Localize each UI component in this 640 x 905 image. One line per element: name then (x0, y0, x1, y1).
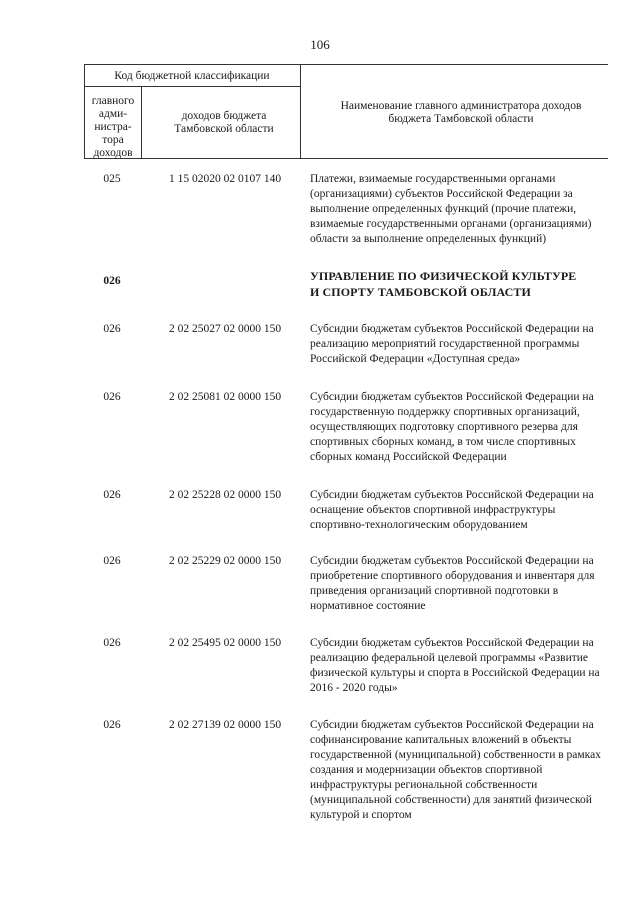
admin-name: УПРАВЛЕНИЕ ПО ФИЗИЧЕСКОЙ КУЛЬТУРЕ И СПОРТУ ТАМБОВСКОЙ ОБЛАСТИ (310, 269, 577, 299)
income-code: 2 02 25229 02 0000 150 (168, 555, 282, 567)
admin-code: 026 (103, 323, 121, 335)
admin-name: Субсидии бюджетам субъектов Российской Федерации на реализацию федеральной целевой программы «Развитие физической культуры и спорта в Российской Федерации на 2016 - 2020 годы» (310, 637, 600, 694)
admin-code: 026 (103, 391, 121, 403)
page-number: 106 (310, 37, 330, 52)
header-divider-sub (141, 86, 142, 158)
income-code: 2 02 25027 02 0000 150 (168, 323, 282, 335)
income-code: 2 02 25228 02 0000 150 (168, 489, 282, 501)
admin-name: Субсидии бюджетам субъектов Российской Федерации на софинансирование капитальных вложений в объекты государственной (муниципальной) собственности в рамках создания и модернизации объектов спортивной инфраструктуры региональной собственности (муниципальной собственности) для занятий физической культурой и спортом (310, 719, 601, 821)
admin-name: Субсидии бюджетам субъектов Российской Федерации на государственную поддержку спортивных организаций, осуществляющих подготовку спортивного резерва для спортивных сборных команд, в том числе спортивных сборных команд Российской Федерации (310, 391, 594, 463)
income-code: 2 02 25495 02 0000 150 (168, 637, 282, 649)
header-bottom-border (84, 158, 608, 159)
income-code: 2 02 25081 02 0000 150 (168, 391, 282, 403)
table-top-border (84, 64, 608, 65)
admin-code: 026 (103, 719, 121, 731)
admin-code: 026 (103, 555, 121, 567)
header-col-admin: главного адми-нистра-тора доходов (91, 95, 135, 159)
admin-name: Субсидии бюджетам субъектов Российской Федерации на оснащение объектов спортивной инфраструктуры спортивно-технологическим оборудованием (310, 489, 594, 531)
header-col-income: доходов бюджета Тамбовской области (174, 110, 274, 135)
admin-code: 025 (103, 173, 121, 185)
header-divider-code (300, 64, 301, 158)
admin-name: Платежи, взимаемые государственными органами (организациями) субъектов Российской Федерации за выполнение определенных функций (прочие платежи, взимаемые государственными органами (организациями) области за выполнение определенных функций) (310, 173, 592, 245)
admin-code: 026 (103, 637, 121, 649)
admin-code: 026 (103, 275, 121, 287)
header-under-group (84, 86, 300, 87)
header-code-group: Код бюджетной классификации (114, 70, 270, 82)
admin-code: 026 (103, 489, 121, 501)
admin-name: Субсидии бюджетам субъектов Российской Федерации на приобретение спортивного оборудования и инвентаря для приведения организаций спортивной подготовки в нормативное состояние (310, 555, 595, 612)
income-code: 1 15 02020 02 0107 140 (168, 173, 282, 185)
admin-name: Субсидии бюджетам субъектов Российской Федерации на реализацию мероприятий государственной программы Российской Федерации «Доступная среда» (310, 323, 594, 365)
income-code: 2 02 27139 02 0000 150 (168, 719, 282, 731)
header-col-name: Наименование главного администратора доходов бюджета Тамбовской области (340, 100, 582, 125)
